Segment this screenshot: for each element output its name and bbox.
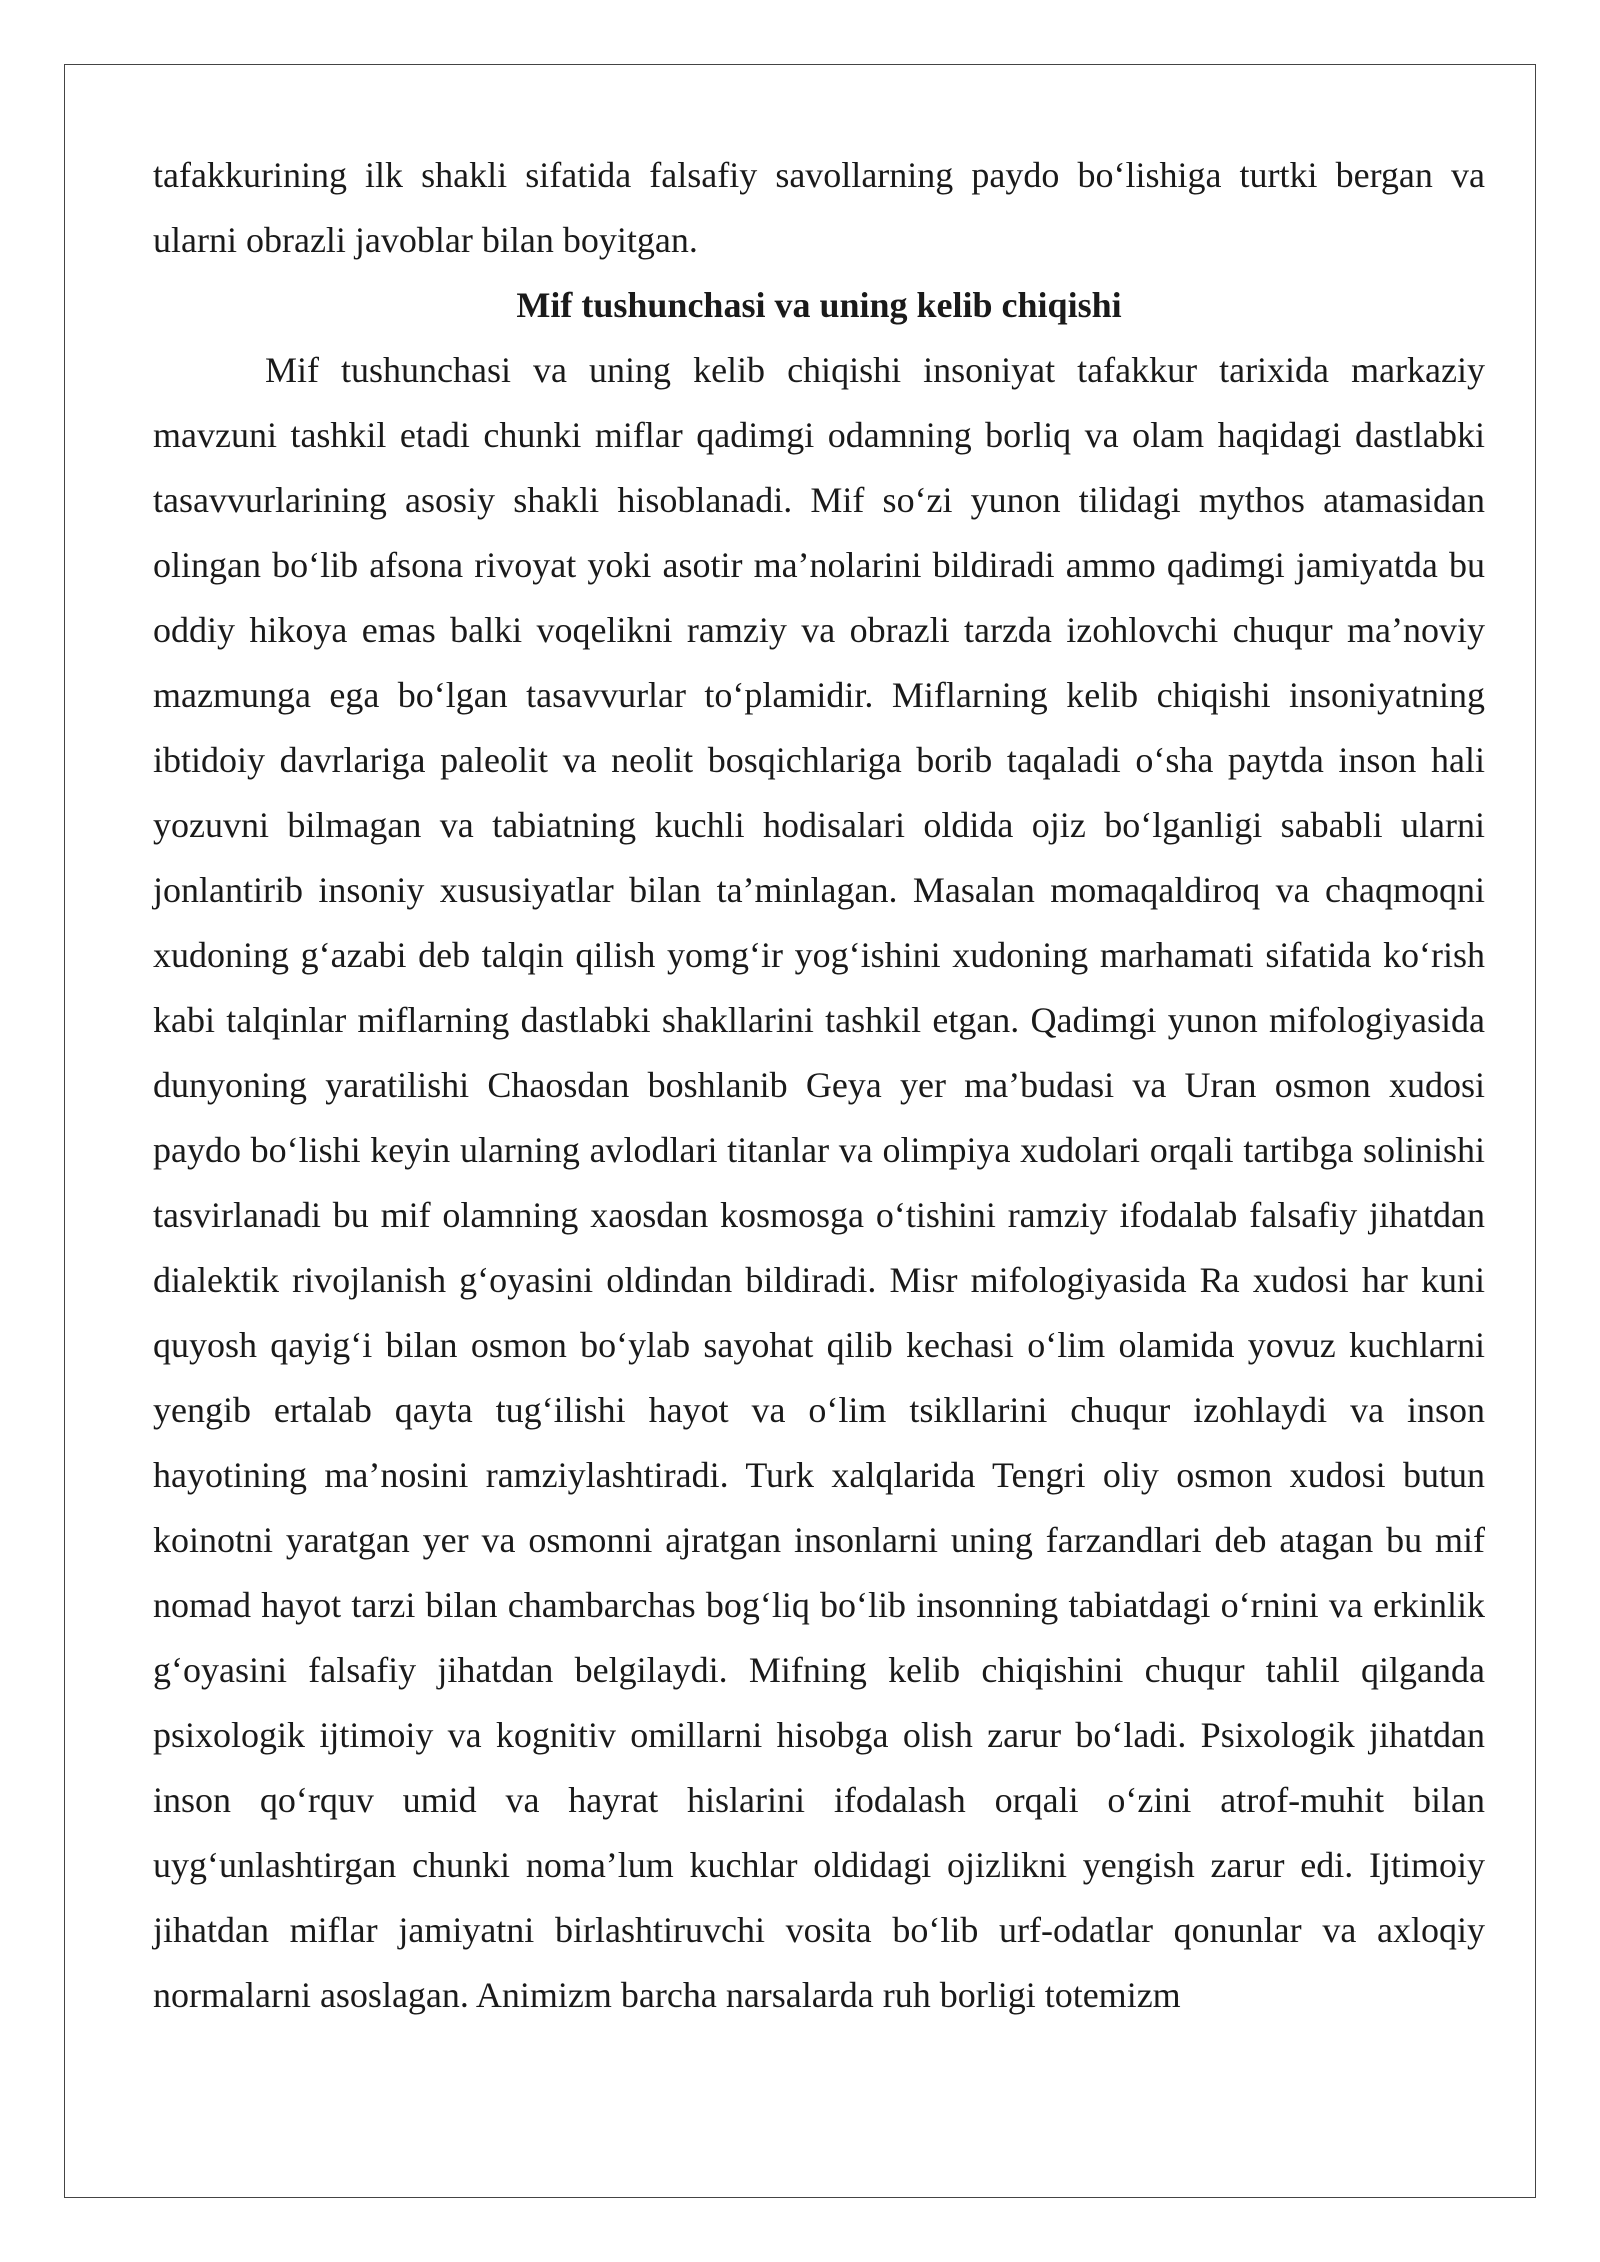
section-heading: Mif tushunchasi va uning kelib chiqishi [516,285,1122,325]
body-paragraph: Mif tushunchasi va uning kelib chiqishi insoniyat tafakkur tarixida markaziy mavzuni tashkil etadi chunki miflar qadimgi odamning borliq va olam haqidagi dastlabki tasavvurlarining asosiy shakli hisoblanadi. Mif so‘zi yunon tilidagi mythos atamasidan olingan bo‘lib afsona rivoyat yoki asotir ma’nolarini bildiradi ammo qadimgi jamiyatda bu oddiy hikoya emas balki voqelikni ramziy va obrazli tarzda izohlovchi chuqur ma’noviy mazmunga ega bo‘lgan tasavvurlar to‘plamidir. Miflarning kelib chiqishi insoniyatning ibtidoiy davrlariga paleolit va neolit bosqichlariga borib taqaladi o‘sha paytda inson hali yozuvni bilmagan va tabiatning kuchli hodisalari oldida ojiz bo‘lganligi sababli ularni jonlantirib insoniy xususiyatlar bilan ta’minlagan. Masalan momaqaldiroq va chaqmoqni xudoning g‘azabi deb talqin qilish yomg‘ir yog‘ishini xudoning marhamati sifatida ko‘rish kabi talqinlar miflarning dastlabki shakllarini tashkil etgan. Qadimgi yunon mifologiyasida dunyoning yaratilishi Chaosdan boshlanib Geya yer ma’budasi va Uran osmon xudosi paydo bo‘lishi keyin ularning avlodlari titanlar va olimpiya xudolari orqali tartibga solinishi tasvirlanadi bu mif olamning xaosdan kosmosga o‘tishini ramziy ifodalab falsafiy jihatdan dialektik rivojlanish g‘oyasini oldindan bildiradi. Misr mifologiyasida Ra xudosi har kuni quyosh qayig‘i bilan osmon bo‘ylab sayohat qilib kechasi o‘lim olamida yovuz kuchlarni yengib ertalab qayta tug‘ilishi hayot va o‘lim tsikllarini chuqur izohlaydi va inson hayotining ma’nosini ramziylashtiradi. Turk xalqlarida Tengri oliy osmon xudosi butun koinotni yaratgan yer va osmonni ajratgan insonlarni uning farzandlari deb atagan bu mif nomad hayot tarzi bilan chambarchas bog‘liq bo‘lib insonning tabiatdagi o‘rnini va erkinlik g‘oyasini falsafiy jihatdan belgilaydi. Mifning kelib chiqishini chuqur tahlil qilganda psixologik ijtimoiy va kognitiv omillarni hisobga olish zarur bo‘ladi. Psixologik jihatdan inson qo‘rquv umid va hayrat hislarini ifodalash orqali o‘zini atrof-muhit bilan uyg‘unlashtirgan chunki noma’lum kuchlar oldidagi ojizlikni yengish zarur edi. Ijtimoiy jihatdan miflar jamiyatni birlashtiruvchi vosita bo‘lib urf-odatlar qonunlar va axloqiy normalarni asoslagan. Animizm barcha narsalarda ruh borligi totemizm [153,350,1485,2015]
lead-paragraph: tafakkurining ilk shakli sifatida falsafiy savollarning paydo bo‘lishiga turtki bergan va ularni obrazli javoblar bilan boyitgan. [153,155,1485,260]
document-body [153,143,1485,2028]
